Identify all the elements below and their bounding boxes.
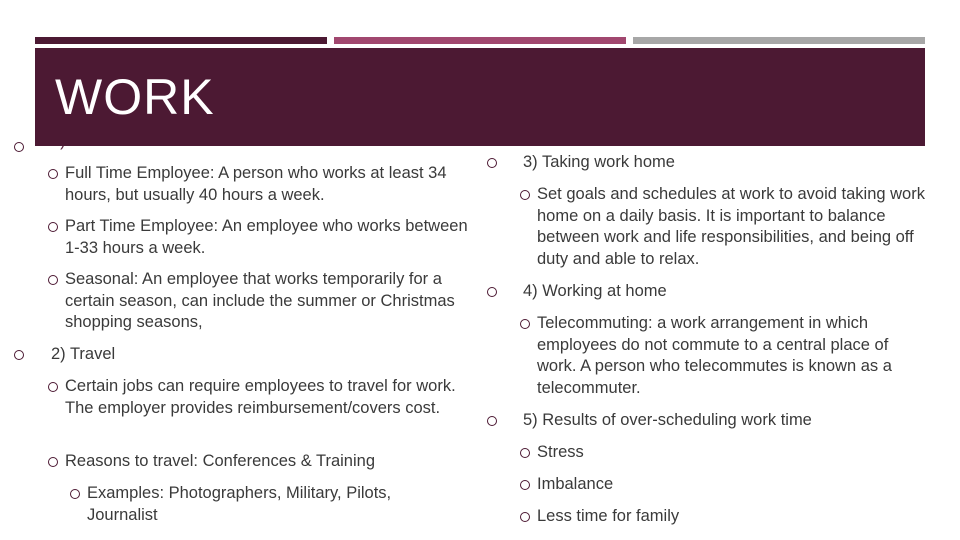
- circle-bullet-icon: [520, 448, 530, 458]
- circle-bullet-icon: [14, 142, 24, 152]
- list-item-set-goals: Set goals and schedules at work to avoid taking work home on a daily basis. It is important to balance between work and life responsibilities, and being off duty and able to relax.: [537, 185, 925, 268]
- circle-bullet-icon: [520, 480, 530, 490]
- list-item-stress: Stress: [537, 443, 584, 461]
- circle-bullet-icon: [48, 222, 58, 232]
- heading-working-at-home: 4) Working at home: [523, 282, 667, 300]
- circle-bullet-icon: [487, 287, 497, 297]
- circle-bullet-icon: [520, 190, 530, 200]
- circle-bullet-icon: [48, 457, 58, 467]
- circle-bullet-icon: [520, 512, 530, 522]
- accent-bar-gray: [633, 37, 925, 44]
- list-item-reasons: Reasons to travel: Conferences & Training: [65, 452, 375, 470]
- list-item-imbalance: Imbalance: [537, 475, 614, 493]
- list-item-telecommuting: Telecommuting: a work arrangement in which employees do not commute to a central place of work. A person who telecommutes is known as a telecommuter.: [537, 314, 892, 397]
- circle-bullet-icon: [48, 382, 58, 392]
- list-item-full-time: Full Time Employee: A person who works at least 34 hours, but usually 40 hours a week.: [65, 164, 447, 204]
- list-item-examples: Examples: Photographers, Military, Pilots, Journalist: [87, 484, 392, 524]
- heading-taking-work-home: 3) Taking work home: [523, 153, 675, 171]
- accent-bar-magenta: [334, 37, 626, 44]
- circle-bullet-icon: [487, 416, 497, 426]
- circle-bullet-icon: [14, 350, 24, 360]
- accent-bar-dark: [35, 37, 327, 44]
- list-item-travel-jobs: Certain jobs can require employees to travel for work. The employer provides reimbursement/covers cost.: [65, 377, 456, 417]
- list-item-seasonal: Seasonal: An employee that works temporarily for a certain season, can include the summer or Christmas shopping seasons,: [65, 270, 455, 331]
- list-item-less-time: Less time for family: [537, 507, 680, 525]
- list-item-part-time: Part Time Employee: An employee who works between 1-33 hours a week.: [65, 217, 468, 257]
- circle-bullet-icon: [487, 158, 497, 168]
- circle-bullet-icon: [520, 319, 530, 329]
- circle-bullet-icon: [70, 489, 80, 499]
- circle-bullet-icon: [48, 275, 58, 285]
- page-title: WORK: [55, 69, 215, 125]
- heading-results: 5) Results of over-scheduling work time: [523, 411, 812, 429]
- heading-travel: 2) Travel: [51, 345, 116, 363]
- circle-bullet-icon: [48, 169, 58, 179]
